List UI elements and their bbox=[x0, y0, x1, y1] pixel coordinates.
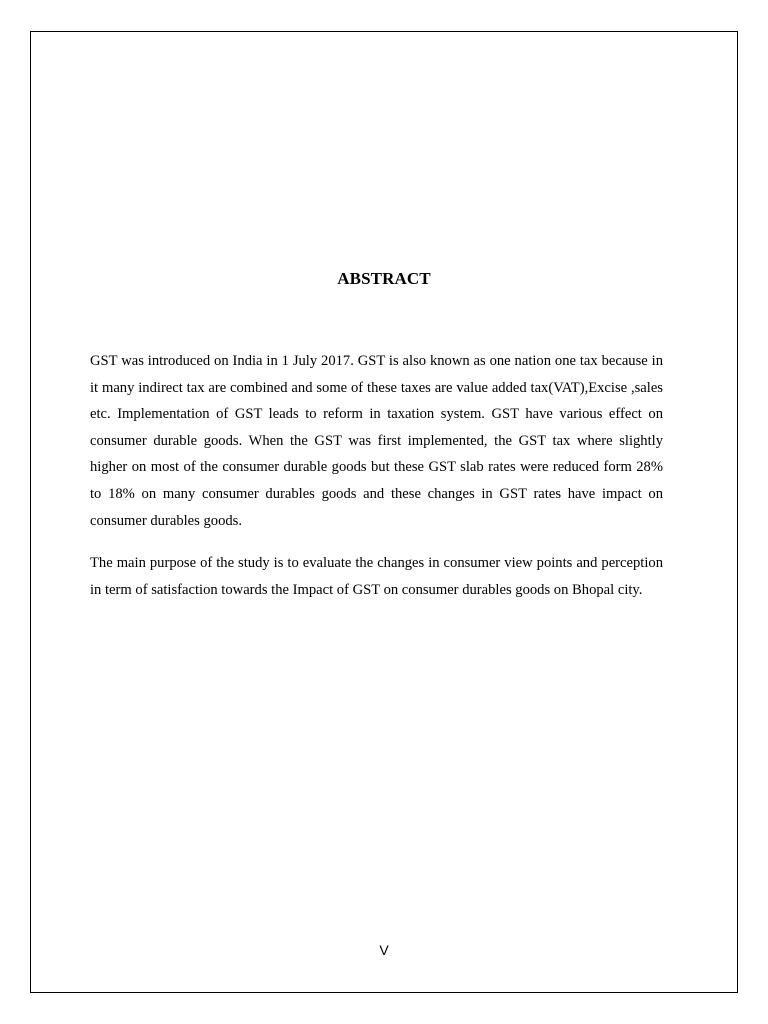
page-number: V bbox=[379, 942, 389, 958]
abstract-paragraph-1: GST was introduced on India in 1 July 2017. GST is also known as one nation one tax because in it many indirect tax are combined and some of these taxes are value added tax(VAT),Excise ,sales etc. Implementation of GST leads to reform in taxation system. GST have various effect on consumer durable goods. When the GST was first implemented, the GST tax where slightly higher on most of the consumer durable goods but these GST slab rates were reduced form 28% to 18% on many consumer durables goods and these changes in GST rates have impact on consumer durables goods. bbox=[90, 353, 663, 529]
page-title: ABSTRACT bbox=[337, 269, 431, 288]
abstract-paragraph-2: The main purpose of the study is to evaluate the changes in consumer view points and perception in term of satisfaction towards the Impact of GST on consumer durables goods on Bhopal city. bbox=[90, 555, 663, 598]
